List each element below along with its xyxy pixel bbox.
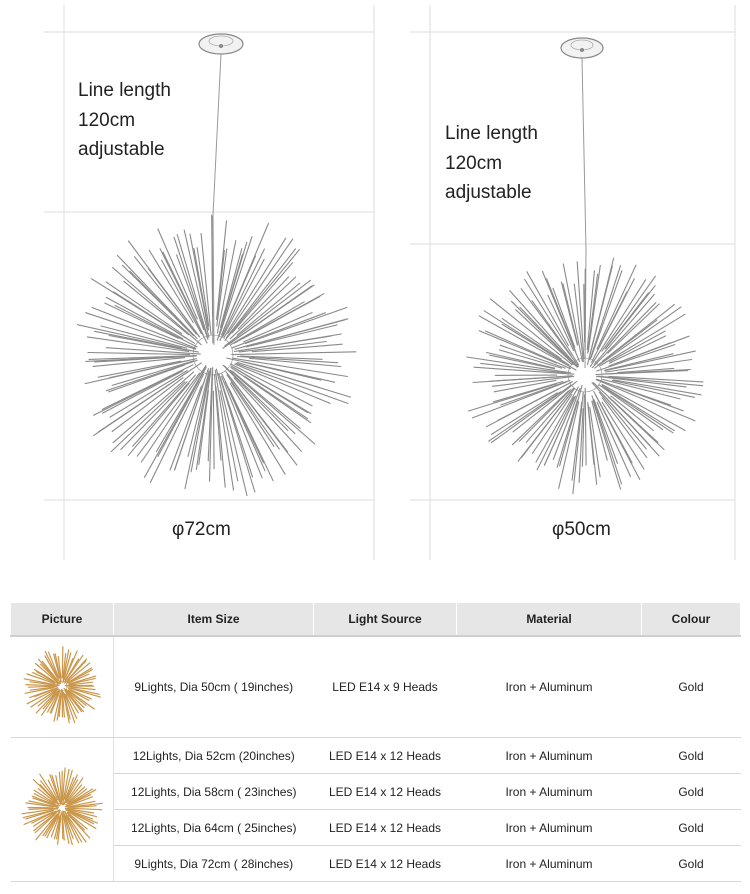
right-line-length-label [445, 119, 538, 208]
item-size-cell: 12Lights, Dia 64cm ( 25inches) [114, 810, 314, 846]
left-line-3: adjustable [78, 139, 165, 160]
table-row [11, 846, 741, 882]
left-line-1: Line length [78, 80, 171, 101]
header-light-source: Light Source [314, 603, 457, 637]
left-line-2: 120cm [78, 109, 136, 131]
left-diameter-label: φ72cm [172, 519, 231, 540]
picture-cell [11, 738, 114, 882]
light-source-cell: LED E14 x 9 Heads [314, 636, 457, 738]
right-canopy-icon [561, 38, 603, 368]
spec-table [10, 602, 741, 882]
table-row [11, 636, 741, 738]
colour-cell: Gold [642, 810, 741, 846]
light-source-cell: LED E14 x 12 Heads [314, 810, 457, 846]
left-chandelier-sphere-icon [77, 215, 356, 496]
right-line-3: adjustable [445, 182, 532, 203]
header-item-size: Item Size [114, 603, 314, 637]
header-picture: Picture [11, 603, 114, 637]
material-cell: Iron + Aluminum [457, 810, 642, 846]
left-line-length-label [78, 76, 171, 165]
table-row [11, 810, 741, 846]
light-source-cell: LED E14 x 12 Heads [314, 774, 457, 810]
material-cell: Iron + Aluminum [457, 738, 642, 774]
colour-cell: Gold [642, 774, 741, 810]
light-source-cell: LED E14 x 12 Heads [314, 846, 457, 882]
table-row [11, 738, 741, 774]
material-cell: Iron + Aluminum [457, 846, 642, 882]
gold-chandelier-thumb-icon [17, 758, 107, 858]
right-chandelier-sphere-icon [467, 258, 703, 493]
colour-cell: Gold [642, 738, 741, 774]
header-colour: Colour [642, 603, 741, 637]
material-cell: Iron + Aluminum [457, 774, 642, 810]
table-header-row [11, 603, 741, 637]
light-source-cell: LED E14 x 12 Heads [314, 738, 457, 774]
item-size-cell: 12Lights, Dia 52cm (20inches) [114, 738, 314, 774]
right-diameter-label: φ50cm [552, 519, 611, 540]
gold-chandelier-thumb-icon [17, 641, 107, 731]
item-size-cell: 9Lights, Dia 50cm ( 19inches) [114, 636, 314, 738]
item-size-cell: 12Lights, Dia 58cm ( 23inches) [114, 774, 314, 810]
right-line-1: Line length [445, 123, 538, 144]
right-line-2: 120cm [445, 152, 503, 174]
header-material: Material [457, 603, 642, 637]
picture-cell [11, 636, 114, 738]
colour-cell: Gold [642, 846, 741, 882]
material-cell: Iron + Aluminum [457, 636, 642, 738]
table-row [11, 774, 741, 810]
colour-cell: Gold [642, 636, 741, 738]
item-size-cell: 9Lights, Dia 72cm ( 28inches) [114, 846, 314, 882]
